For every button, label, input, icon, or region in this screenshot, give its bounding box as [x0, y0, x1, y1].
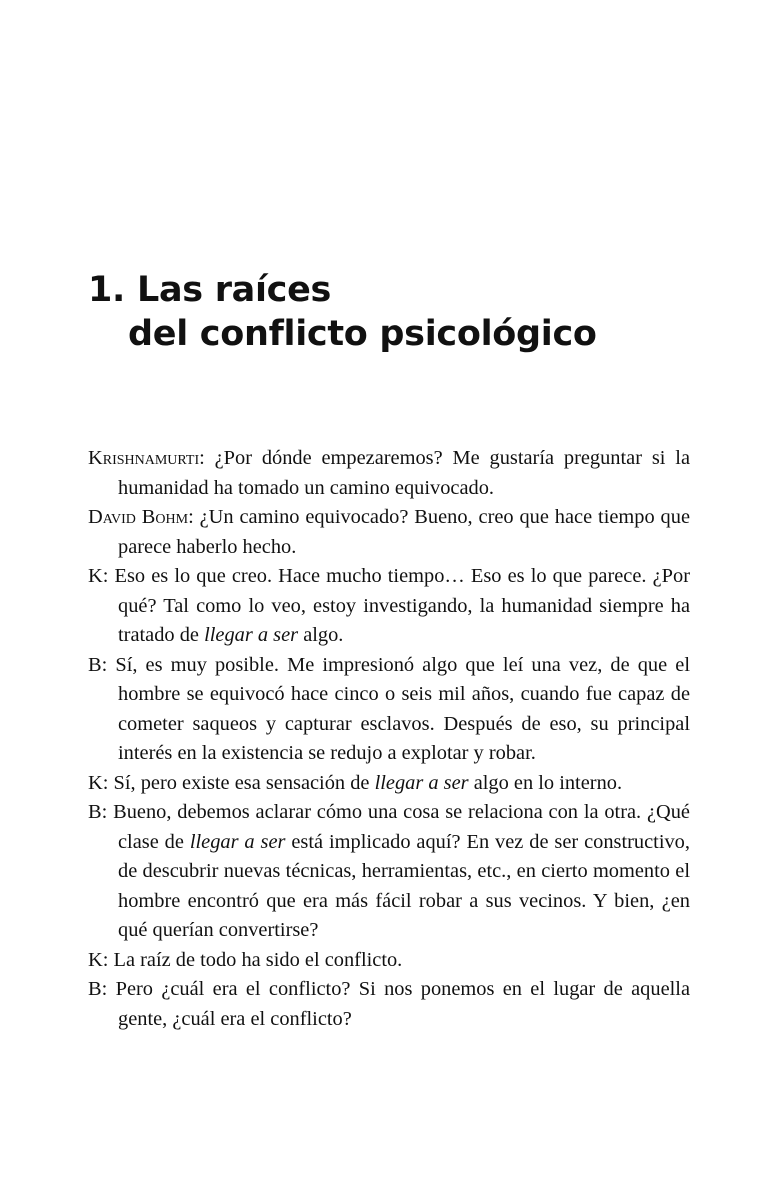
emphasis-text: llegar a ser	[374, 771, 469, 794]
dialogue-paragraph	[88, 651, 690, 769]
speaker-label: Krishnamurti:	[88, 447, 205, 469]
paragraph-text: ¿Por dónde empezaremos? Me gustaría preguntar si la humanidad ha tomado un camino equivocado.	[118, 447, 690, 499]
chapter-title-line1	[88, 268, 597, 312]
paragraph-text: Pero ¿cuál era el conflicto? Si nos ponemos en el lugar de aquella gente, ¿cuál era el conflicto?	[115, 978, 691, 1030]
emphasis-text: llegar a ser	[189, 830, 286, 853]
paragraph-text: Sí, es muy posible. Me impresionó algo que leí una vez, de que el hombre se equivocó hace cinco o seis mil años, cuando fue capaz de cometer saqueos y capturar esclavos. Después de eso, su principal interés en la existencia se redujo a explotar y robar.	[115, 653, 690, 764]
paragraph-text: ¿Un camino equivocado? Bueno, creo que hace tiempo que parece haberlo hecho.	[118, 506, 690, 558]
chapter-title	[88, 268, 597, 356]
chapter-title-text-1: Las raíces	[136, 270, 332, 310]
speaker-label: B:	[88, 653, 108, 676]
dialogue-paragraph	[88, 503, 690, 562]
speaker-label: B:	[88, 978, 108, 1000]
paragraph-text: Sí, pero existe esa sensación de	[113, 771, 375, 794]
dialogue-paragraph	[88, 769, 690, 799]
paragraph-text: Bueno, debemos aclarar cómo una cosa se relaciona con la otra. ¿Qué clase de	[113, 801, 690, 853]
paragraph-text: Eso es lo que creo. Hace mucho tiempo… Eso es lo que parece. ¿Por qué? Tal como lo veo, estoy investigando, la humanidad siempre ha tratado de	[114, 565, 690, 646]
speaker-label: David Bohm:	[88, 506, 194, 528]
dialogue-paragraph	[88, 562, 690, 651]
paragraph-text: está implicado aquí? En vez de ser constructivo, de descubrir nuevas técnicas, herramientas, etc., en cierto momento el hombre encontró que era más fácil robar a sus vecinos. Y bien, ¿en qué querían convertirse?	[118, 830, 690, 941]
chapter-title-line2: del conflicto psicológico	[128, 314, 597, 354]
chapter-number: 1.	[88, 270, 126, 310]
paragraph-text: algo.	[298, 624, 344, 646]
paragraph-text: La raíz de todo ha sido el conflicto.	[113, 948, 403, 971]
dialogue-paragraph	[88, 975, 690, 1034]
speaker-label: K:	[88, 771, 109, 794]
dialogue-paragraph	[88, 444, 690, 503]
dialogue-paragraph	[88, 946, 690, 976]
speaker-label: K:	[88, 948, 109, 971]
dialogue-paragraph	[88, 798, 690, 946]
emphasis-text: llegar a ser	[204, 624, 299, 646]
speaker-label: B:	[88, 801, 108, 823]
dialogue-body	[88, 444, 690, 1034]
paragraph-text: algo en lo interno.	[468, 771, 623, 794]
speaker-label: K:	[88, 565, 109, 587]
